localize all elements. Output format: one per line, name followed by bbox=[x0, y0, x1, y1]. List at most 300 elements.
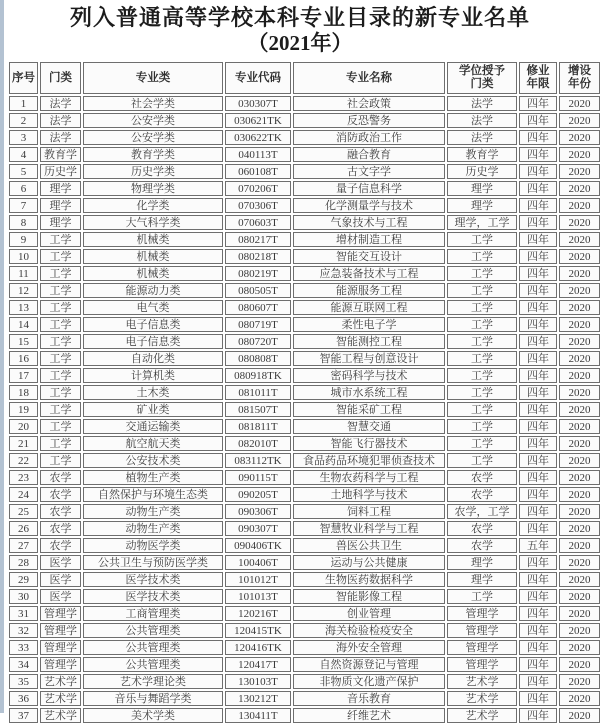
table-cell: 饲料工程 bbox=[293, 504, 445, 519]
table-row bbox=[9, 164, 600, 179]
table-cell: 电子信息类 bbox=[83, 317, 223, 332]
table-cell: 33 bbox=[9, 640, 38, 655]
table-cell: 机械类 bbox=[83, 266, 223, 281]
table-cell: 历史学 bbox=[40, 164, 81, 179]
table-cell: 海外安全管理 bbox=[293, 640, 445, 655]
title-line-1: 列入普通高等学校本科专业目录的新专业名单 bbox=[69, 5, 530, 30]
table-cell: 四年 bbox=[519, 436, 557, 451]
table-cell: 2020 bbox=[559, 351, 600, 366]
table-cell: 31 bbox=[9, 606, 38, 621]
table-cell: 智慧交通 bbox=[293, 419, 445, 434]
table-cell: 古文字学 bbox=[293, 164, 445, 179]
table-cell: 四年 bbox=[519, 640, 557, 655]
table-cell: 电气类 bbox=[83, 300, 223, 315]
table-cell: 电子信息类 bbox=[83, 334, 223, 349]
table-cell: 8 bbox=[9, 215, 38, 230]
table-cell: 工学 bbox=[447, 351, 517, 366]
table-cell: 34 bbox=[9, 657, 38, 672]
table-row bbox=[9, 555, 600, 570]
table-cell: 2020 bbox=[559, 538, 600, 553]
table-cell: 生物农药科学与工程 bbox=[293, 470, 445, 485]
table-cell: 18 bbox=[9, 385, 38, 400]
table-cell: 16 bbox=[9, 351, 38, 366]
table-cell: 音乐与舞蹈学类 bbox=[83, 691, 223, 706]
table-cell: 管理学 bbox=[447, 640, 517, 655]
table-cell: 2020 bbox=[559, 130, 600, 145]
table-cell: 非物质文化遗产保护 bbox=[293, 674, 445, 689]
table-cell: 090306T bbox=[225, 504, 291, 519]
table-cell: 070306T bbox=[225, 198, 291, 213]
table-cell: 四年 bbox=[519, 385, 557, 400]
table-cell: 13 bbox=[9, 300, 38, 315]
table-cell: 反恐警务 bbox=[293, 113, 445, 128]
table-cell: 生物医药数据科学 bbox=[293, 572, 445, 587]
table-cell: 柔性电子学 bbox=[293, 317, 445, 332]
table-row bbox=[9, 538, 600, 553]
table-cell: 智能采矿工程 bbox=[293, 402, 445, 417]
table-cell: 密码科学与技术 bbox=[293, 368, 445, 383]
table-cell: 消防政治工作 bbox=[293, 130, 445, 145]
table-cell: 自然保护与环境生态类 bbox=[83, 487, 223, 502]
table-cell: 2020 bbox=[559, 657, 600, 672]
table-row bbox=[9, 266, 600, 281]
table-cell: 管理学 bbox=[40, 623, 81, 638]
table-cell: 理学 bbox=[447, 555, 517, 570]
table-cell: 能源互联网工程 bbox=[293, 300, 445, 315]
table-cell: 081011T bbox=[225, 385, 291, 400]
table-cell: 工学 bbox=[447, 385, 517, 400]
table-cell: 艺术学理论类 bbox=[83, 674, 223, 689]
column-header: 专业名称 bbox=[293, 62, 445, 94]
table-cell: 28 bbox=[9, 555, 38, 570]
table-cell: 工学 bbox=[40, 266, 81, 281]
table-row bbox=[9, 385, 600, 400]
table-cell: 四年 bbox=[519, 181, 557, 196]
table-cell: 2020 bbox=[559, 249, 600, 264]
table-cell: 大气科学类 bbox=[83, 215, 223, 230]
table-row bbox=[9, 487, 600, 502]
table-cell: 2020 bbox=[559, 436, 600, 451]
title-line-2: （2021年） bbox=[247, 31, 353, 55]
table-row bbox=[9, 300, 600, 315]
table-cell: 37 bbox=[9, 708, 38, 723]
table-cell: 23 bbox=[9, 470, 38, 485]
column-header: 专业类 bbox=[83, 62, 223, 94]
table-cell: 增材制造工程 bbox=[293, 232, 445, 247]
table-cell: 管理学 bbox=[40, 657, 81, 672]
table-cell: 11 bbox=[9, 266, 38, 281]
table-cell: 公安技术类 bbox=[83, 453, 223, 468]
table-cell: 四年 bbox=[519, 555, 557, 570]
table-cell: 7 bbox=[9, 198, 38, 213]
table-cell: 美术学类 bbox=[83, 708, 223, 723]
table-cell: 3 bbox=[9, 130, 38, 145]
table-cell: 080607T bbox=[225, 300, 291, 315]
table-row bbox=[9, 674, 600, 689]
column-header: 学位授予 门类 bbox=[447, 62, 517, 94]
table-cell: 080505T bbox=[225, 283, 291, 298]
table-cell: 工学 bbox=[40, 232, 81, 247]
table-cell: 2020 bbox=[559, 334, 600, 349]
table-cell: 12 bbox=[9, 283, 38, 298]
table-cell: 080218T bbox=[225, 249, 291, 264]
table-cell: 法学 bbox=[40, 113, 81, 128]
column-header: 增设 年份 bbox=[559, 62, 600, 94]
table-cell: 四年 bbox=[519, 198, 557, 213]
table-cell: 能源动力类 bbox=[83, 283, 223, 298]
table-cell: 080719T bbox=[225, 317, 291, 332]
table-cell: 17 bbox=[9, 368, 38, 383]
table-cell: 社会学类 bbox=[83, 96, 223, 111]
table-cell: 2020 bbox=[559, 708, 600, 723]
table-cell: 兽医公共卫生 bbox=[293, 538, 445, 553]
table-cell: 运动与公共健康 bbox=[293, 555, 445, 570]
table-cell: 工学 bbox=[40, 351, 81, 366]
table-row bbox=[9, 623, 600, 638]
table-cell: 080918TK bbox=[225, 368, 291, 383]
table-cell: 2020 bbox=[559, 623, 600, 638]
table-cell: 080808T bbox=[225, 351, 291, 366]
table-cell: 医学技术类 bbox=[83, 589, 223, 604]
table-cell: 理学 bbox=[40, 181, 81, 196]
table-row bbox=[9, 589, 600, 604]
table-cell: 15 bbox=[9, 334, 38, 349]
table-cell: 医学 bbox=[40, 555, 81, 570]
table-cell: 公安学类 bbox=[83, 113, 223, 128]
table-row bbox=[9, 130, 600, 145]
table-cell: 四年 bbox=[519, 96, 557, 111]
table-cell: 社会政策 bbox=[293, 96, 445, 111]
table-cell: 智能影像工程 bbox=[293, 589, 445, 604]
table-cell: 工学 bbox=[40, 334, 81, 349]
table-cell: 1 bbox=[9, 96, 38, 111]
table-cell: 理学 bbox=[447, 181, 517, 196]
table-row bbox=[9, 640, 600, 655]
table-cell: 工学 bbox=[40, 402, 81, 417]
table-cell: 080219T bbox=[225, 266, 291, 281]
table-cell: 创业管理 bbox=[293, 606, 445, 621]
table-row bbox=[9, 402, 600, 417]
table-cell: 农学 bbox=[40, 470, 81, 485]
table-cell: 4 bbox=[9, 147, 38, 162]
table-cell: 植物生产类 bbox=[83, 470, 223, 485]
table-cell: 120417T bbox=[225, 657, 291, 672]
table-cell: 五年 bbox=[519, 538, 557, 553]
table-cell: 工学 bbox=[447, 402, 517, 417]
table-cell: 2020 bbox=[559, 113, 600, 128]
table-cell: 四年 bbox=[519, 691, 557, 706]
table-row bbox=[9, 113, 600, 128]
table-cell: 四年 bbox=[519, 113, 557, 128]
table-cell: 管理学 bbox=[447, 623, 517, 638]
table-cell: 艺术学 bbox=[40, 691, 81, 706]
table-cell: 2020 bbox=[559, 215, 600, 230]
table-cell: 农学 bbox=[447, 487, 517, 502]
table-cell: 四年 bbox=[519, 487, 557, 502]
table-cell: 法学 bbox=[40, 130, 81, 145]
table-row bbox=[9, 232, 600, 247]
table-cell: 2020 bbox=[559, 385, 600, 400]
table-cell: 历史学 bbox=[447, 164, 517, 179]
table-cell: 公共管理类 bbox=[83, 640, 223, 655]
table-cell: 21 bbox=[9, 436, 38, 451]
table-cell: 量子信息科学 bbox=[293, 181, 445, 196]
table-cell: 2020 bbox=[559, 606, 600, 621]
table-row bbox=[9, 96, 600, 111]
table-header-row bbox=[9, 62, 600, 94]
table-cell: 四年 bbox=[519, 334, 557, 349]
table-cell: 四年 bbox=[519, 249, 557, 264]
table-cell: 工学 bbox=[40, 419, 81, 434]
table-cell: 080217T bbox=[225, 232, 291, 247]
table-cell: 四年 bbox=[519, 215, 557, 230]
table-cell: 19 bbox=[9, 402, 38, 417]
table-cell: 理学 bbox=[447, 198, 517, 213]
table-cell: 交通运输类 bbox=[83, 419, 223, 434]
table-cell: 040113T bbox=[225, 147, 291, 162]
table-cell: 2020 bbox=[559, 266, 600, 281]
table-cell: 公共卫生与预防医学类 bbox=[83, 555, 223, 570]
table-cell: 农学 bbox=[447, 538, 517, 553]
table-cell: 教育学类 bbox=[83, 147, 223, 162]
table-cell: 法学 bbox=[40, 96, 81, 111]
table-cell: 工学 bbox=[40, 436, 81, 451]
table-cell: 32 bbox=[9, 623, 38, 638]
table-cell: 医学 bbox=[40, 589, 81, 604]
page-title bbox=[0, 0, 600, 56]
table-cell: 理学，工学 bbox=[447, 215, 517, 230]
table-cell: 工学 bbox=[447, 453, 517, 468]
table-cell: 自然资源登记与管理 bbox=[293, 657, 445, 672]
table-cell: 2020 bbox=[559, 317, 600, 332]
table-cell: 5 bbox=[9, 164, 38, 179]
table-cell: 机械类 bbox=[83, 249, 223, 264]
table-cell: 070206T bbox=[225, 181, 291, 196]
table-cell: 四年 bbox=[519, 708, 557, 723]
table-cell: 2020 bbox=[559, 504, 600, 519]
table-cell: 智能工程与创意设计 bbox=[293, 351, 445, 366]
table-cell: 35 bbox=[9, 674, 38, 689]
table-row bbox=[9, 606, 600, 621]
table-cell: 081507T bbox=[225, 402, 291, 417]
table-cell: 四年 bbox=[519, 402, 557, 417]
table-cell: 130103T bbox=[225, 674, 291, 689]
table-cell: 2020 bbox=[559, 589, 600, 604]
table-row bbox=[9, 504, 600, 519]
table-row bbox=[9, 708, 600, 723]
column-header: 修业 年限 bbox=[519, 62, 557, 94]
table-cell: 工学 bbox=[447, 436, 517, 451]
table-cell: 090406TK bbox=[225, 538, 291, 553]
table-cell: 智能交互设计 bbox=[293, 249, 445, 264]
table-cell: 24 bbox=[9, 487, 38, 502]
table-cell: 四年 bbox=[519, 504, 557, 519]
table-cell: 农学 bbox=[447, 470, 517, 485]
table-cell: 智能飞行器技术 bbox=[293, 436, 445, 451]
table-cell: 120416TK bbox=[225, 640, 291, 655]
table-cell: 120415TK bbox=[225, 623, 291, 638]
table-cell: 130411T bbox=[225, 708, 291, 723]
table-cell: 工学 bbox=[447, 589, 517, 604]
table-cell: 海关检验检疫安全 bbox=[293, 623, 445, 638]
table-cell: 29 bbox=[9, 572, 38, 587]
table-cell: 工学 bbox=[40, 300, 81, 315]
table-cell: 082010T bbox=[225, 436, 291, 451]
table-cell: 30 bbox=[9, 589, 38, 604]
table-cell: 080720T bbox=[225, 334, 291, 349]
table-cell: 土地科学与技术 bbox=[293, 487, 445, 502]
table-cell: 120216T bbox=[225, 606, 291, 621]
table-row bbox=[9, 657, 600, 672]
table-cell: 060108T bbox=[225, 164, 291, 179]
table-cell: 090115T bbox=[225, 470, 291, 485]
table-cell: 工学 bbox=[447, 266, 517, 281]
table-cell: 090307T bbox=[225, 521, 291, 536]
table-cell: 融合教育 bbox=[293, 147, 445, 162]
table-row bbox=[9, 317, 600, 332]
table-cell: 070603T bbox=[225, 215, 291, 230]
table-cell: 四年 bbox=[519, 589, 557, 604]
table-cell: 090205T bbox=[225, 487, 291, 502]
table-cell: 农学 bbox=[40, 538, 81, 553]
table-cell: 14 bbox=[9, 317, 38, 332]
table-cell: 030307T bbox=[225, 96, 291, 111]
table-cell: 气象技术与工程 bbox=[293, 215, 445, 230]
table-cell: 法学 bbox=[447, 113, 517, 128]
table-cell: 2020 bbox=[559, 96, 600, 111]
table-cell: 2020 bbox=[559, 232, 600, 247]
table-cell: 自动化类 bbox=[83, 351, 223, 366]
table-cell: 2020 bbox=[559, 419, 600, 434]
table-cell: 四年 bbox=[519, 147, 557, 162]
table-cell: 工学 bbox=[447, 249, 517, 264]
table-row bbox=[9, 249, 600, 264]
table-cell: 艺术学 bbox=[447, 708, 517, 723]
table-row bbox=[9, 351, 600, 366]
table-cell: 艺术学 bbox=[447, 691, 517, 706]
table-row bbox=[9, 334, 600, 349]
table-cell: 医学 bbox=[40, 572, 81, 587]
table-cell: 四年 bbox=[519, 232, 557, 247]
table-cell: 动物生产类 bbox=[83, 521, 223, 536]
table-cell: 计算机类 bbox=[83, 368, 223, 383]
left-edge-strip bbox=[0, 0, 4, 713]
table-row bbox=[9, 198, 600, 213]
table-cell: 四年 bbox=[519, 419, 557, 434]
table-cell: 101013T bbox=[225, 589, 291, 604]
table-cell: 四年 bbox=[519, 317, 557, 332]
table-cell: 2020 bbox=[559, 640, 600, 655]
table-cell: 工学 bbox=[40, 453, 81, 468]
table-cell: 医学技术类 bbox=[83, 572, 223, 587]
table-row bbox=[9, 215, 600, 230]
table-cell: 030621TK bbox=[225, 113, 291, 128]
table-cell: 2020 bbox=[559, 453, 600, 468]
table-cell: 2020 bbox=[559, 368, 600, 383]
table-cell: 理学 bbox=[40, 215, 81, 230]
table-body bbox=[9, 96, 600, 723]
table-cell: 物理学类 bbox=[83, 181, 223, 196]
table-row bbox=[9, 453, 600, 468]
table-cell: 教育学 bbox=[40, 147, 81, 162]
table-cell: 理学 bbox=[447, 572, 517, 587]
table-cell: 四年 bbox=[519, 470, 557, 485]
table-cell: 四年 bbox=[519, 623, 557, 638]
table-cell: 艺术学 bbox=[40, 708, 81, 723]
table-cell: 030622TK bbox=[225, 130, 291, 145]
table-cell: 工学 bbox=[447, 300, 517, 315]
table-cell: 2020 bbox=[559, 521, 600, 536]
table-cell: 公共管理类 bbox=[83, 657, 223, 672]
table-cell: 20 bbox=[9, 419, 38, 434]
table-cell: 艺术学 bbox=[40, 674, 81, 689]
table-cell: 2020 bbox=[559, 283, 600, 298]
table-cell: 机械类 bbox=[83, 232, 223, 247]
table-cell: 管理学 bbox=[40, 640, 81, 655]
table-cell: 矿业类 bbox=[83, 402, 223, 417]
table-cell: 化学测量学与技术 bbox=[293, 198, 445, 213]
table-cell: 2020 bbox=[559, 572, 600, 587]
table-cell: 10 bbox=[9, 249, 38, 264]
table-cell: 城市水系统工程 bbox=[293, 385, 445, 400]
table-cell: 四年 bbox=[519, 453, 557, 468]
table-cell: 土木类 bbox=[83, 385, 223, 400]
table-cell: 应急装备技术与工程 bbox=[293, 266, 445, 281]
table-cell: 纤维艺术 bbox=[293, 708, 445, 723]
table-cell: 教育学 bbox=[447, 147, 517, 162]
new-majors-table bbox=[7, 60, 602, 725]
column-header: 序号 bbox=[9, 62, 38, 94]
table-cell: 2020 bbox=[559, 555, 600, 570]
table-cell: 081811T bbox=[225, 419, 291, 434]
table-cell: 四年 bbox=[519, 657, 557, 672]
table-cell: 法学 bbox=[447, 96, 517, 111]
table-cell: 历史学类 bbox=[83, 164, 223, 179]
table-cell: 公共管理类 bbox=[83, 623, 223, 638]
table-row bbox=[9, 181, 600, 196]
table-cell: 2 bbox=[9, 113, 38, 128]
table-cell: 26 bbox=[9, 521, 38, 536]
table-cell: 工学 bbox=[447, 283, 517, 298]
table-row bbox=[9, 691, 600, 706]
table-row bbox=[9, 436, 600, 451]
table-cell: 工学 bbox=[447, 334, 517, 349]
table-cell: 工商管理类 bbox=[83, 606, 223, 621]
table-cell: 2020 bbox=[559, 300, 600, 315]
table-cell: 农学 bbox=[40, 521, 81, 536]
table-cell: 法学 bbox=[447, 130, 517, 145]
table-cell: 四年 bbox=[519, 572, 557, 587]
table-cell: 36 bbox=[9, 691, 38, 706]
table-cell: 艺术学 bbox=[447, 674, 517, 689]
table-cell: 100406T bbox=[225, 555, 291, 570]
table-cell: 四年 bbox=[519, 164, 557, 179]
table-cell: 公安学类 bbox=[83, 130, 223, 145]
table-head bbox=[9, 62, 600, 94]
table-cell: 2020 bbox=[559, 674, 600, 689]
column-header: 专业代码 bbox=[225, 62, 291, 94]
table-cell: 四年 bbox=[519, 521, 557, 536]
table-cell: 2020 bbox=[559, 487, 600, 502]
table-cell: 9 bbox=[9, 232, 38, 247]
table-cell: 动物生产类 bbox=[83, 504, 223, 519]
table-cell: 2020 bbox=[559, 147, 600, 162]
table-cell: 25 bbox=[9, 504, 38, 519]
table-cell: 管理学 bbox=[447, 657, 517, 672]
table-row bbox=[9, 521, 600, 536]
table-row bbox=[9, 368, 600, 383]
table-cell: 工学 bbox=[447, 368, 517, 383]
